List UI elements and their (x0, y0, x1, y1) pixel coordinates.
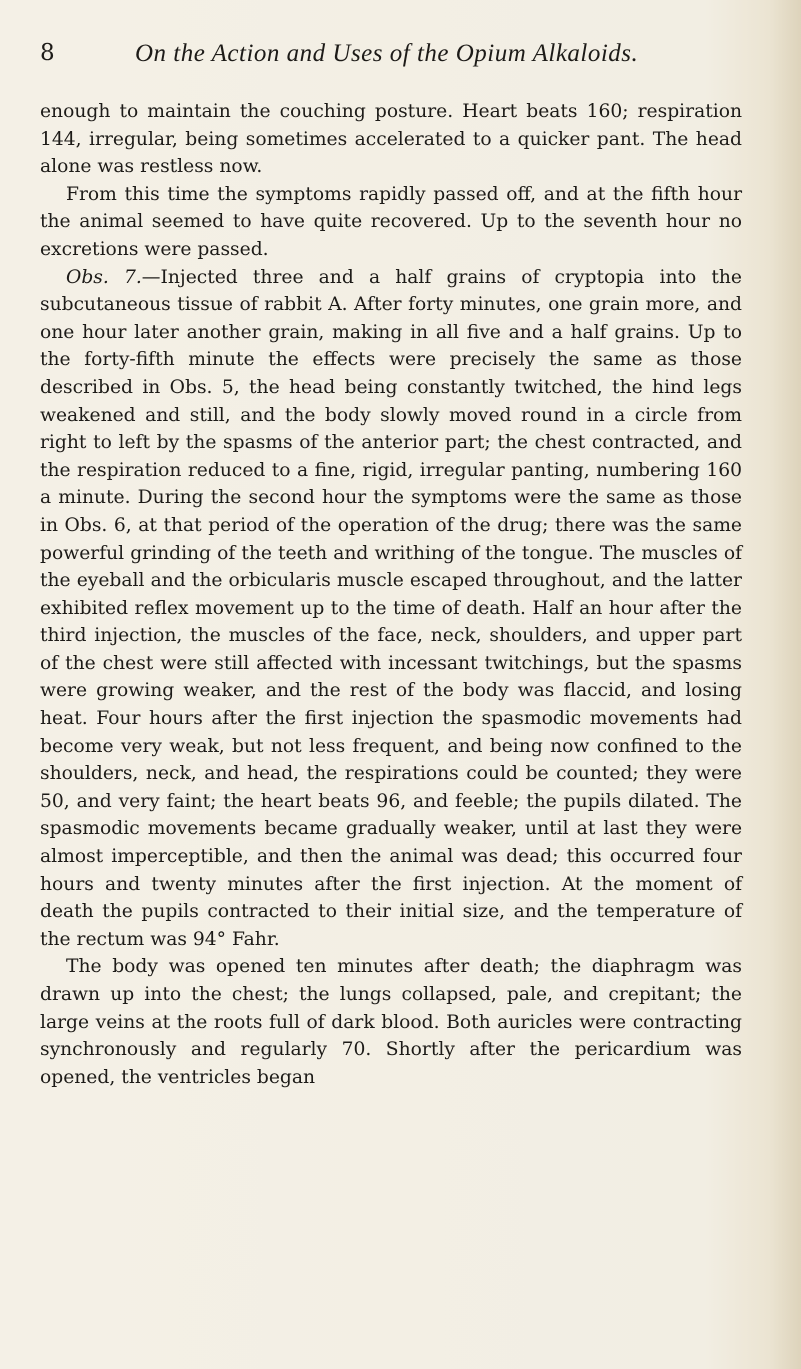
paragraph-continuation (40, 98, 742, 181)
paragraph-text: —Injected three and a half grains of cryptopia into the subcutaneous tissue of rabbit A. After forty minutes, one grain more, and one hour later another grain, making in all five and a half grains. Up to the forty-fifth minute the effects were precisely the same as those described in Obs. 5, the head being constantly twitched, the hind legs weakened and still, and the body slowly moved round in a circle from right to left by the spasms of the anterior part; the chest contracted, and the respiration reduced to a fine, rigid, irregular panting, numbering 160 a minute. During the second hour the symptoms were the same as those in Obs. 6, at that period of the operation of the drug; there was the same powerful grinding of the teeth and writhing of the tongue. The muscles of the eyeball and the orbicularis muscle escaped throughout, and the latter exhibited reflex movement up to the time of death. Half an hour after the third injection, the muscles of the face, neck, shoulders, and upper part of the chest were still affected with incessant twitchings, but the spasms were growing weaker, and the rest of the body was flaccid, and losing heat. Four hours after the first injection the spasmodic movements had become very weak, but not less frequent, and being now confined to the shoulders, neck, and head, the respirations could be counted; they were 50, and very faint; the heart beats 96, and feeble; the pupils dilated. The spasmodic movements became gradually weaker, until at last they were almost imperceptible, and then the animal was dead; this occurred four hours and twenty minutes after the first injection. At the moment of death the pupils contracted to their initial size, and the temperature of the rectum was 94° Fahr. (40, 266, 742, 950)
page-header (40, 40, 740, 80)
observation-paragraph (40, 264, 742, 954)
running-title: On the Action and Uses of the Opium Alkaloids. (135, 40, 639, 67)
paragraph-text: The body was opened ten minutes after death; the diaphragm was drawn up into the chest; the lungs collapsed, pale, and crepitant; the large veins at the roots full of dark blood. Both auricles were contracting synchronously and regularly 70. Shortly after the pericardium was opened, the ventricles began (40, 956, 742, 1088)
paragraph (40, 953, 742, 1091)
paragraph (40, 181, 742, 264)
paragraph-text: enough to maintain the couching posture. Heart beats 160; respiration 144, irregular, being sometimes accelerated to a quicker pant. The head alone was restless now. (40, 101, 742, 178)
observation-label: Obs. 7. (66, 266, 142, 288)
body-text (40, 98, 742, 1091)
page-number: 8 (40, 40, 55, 66)
paragraph-text: From this time the symptoms rapidly passed off, and at the fifth hour the animal seemed to have quite recovered. Up to the seventh hour no excretions were passed. (40, 183, 742, 260)
